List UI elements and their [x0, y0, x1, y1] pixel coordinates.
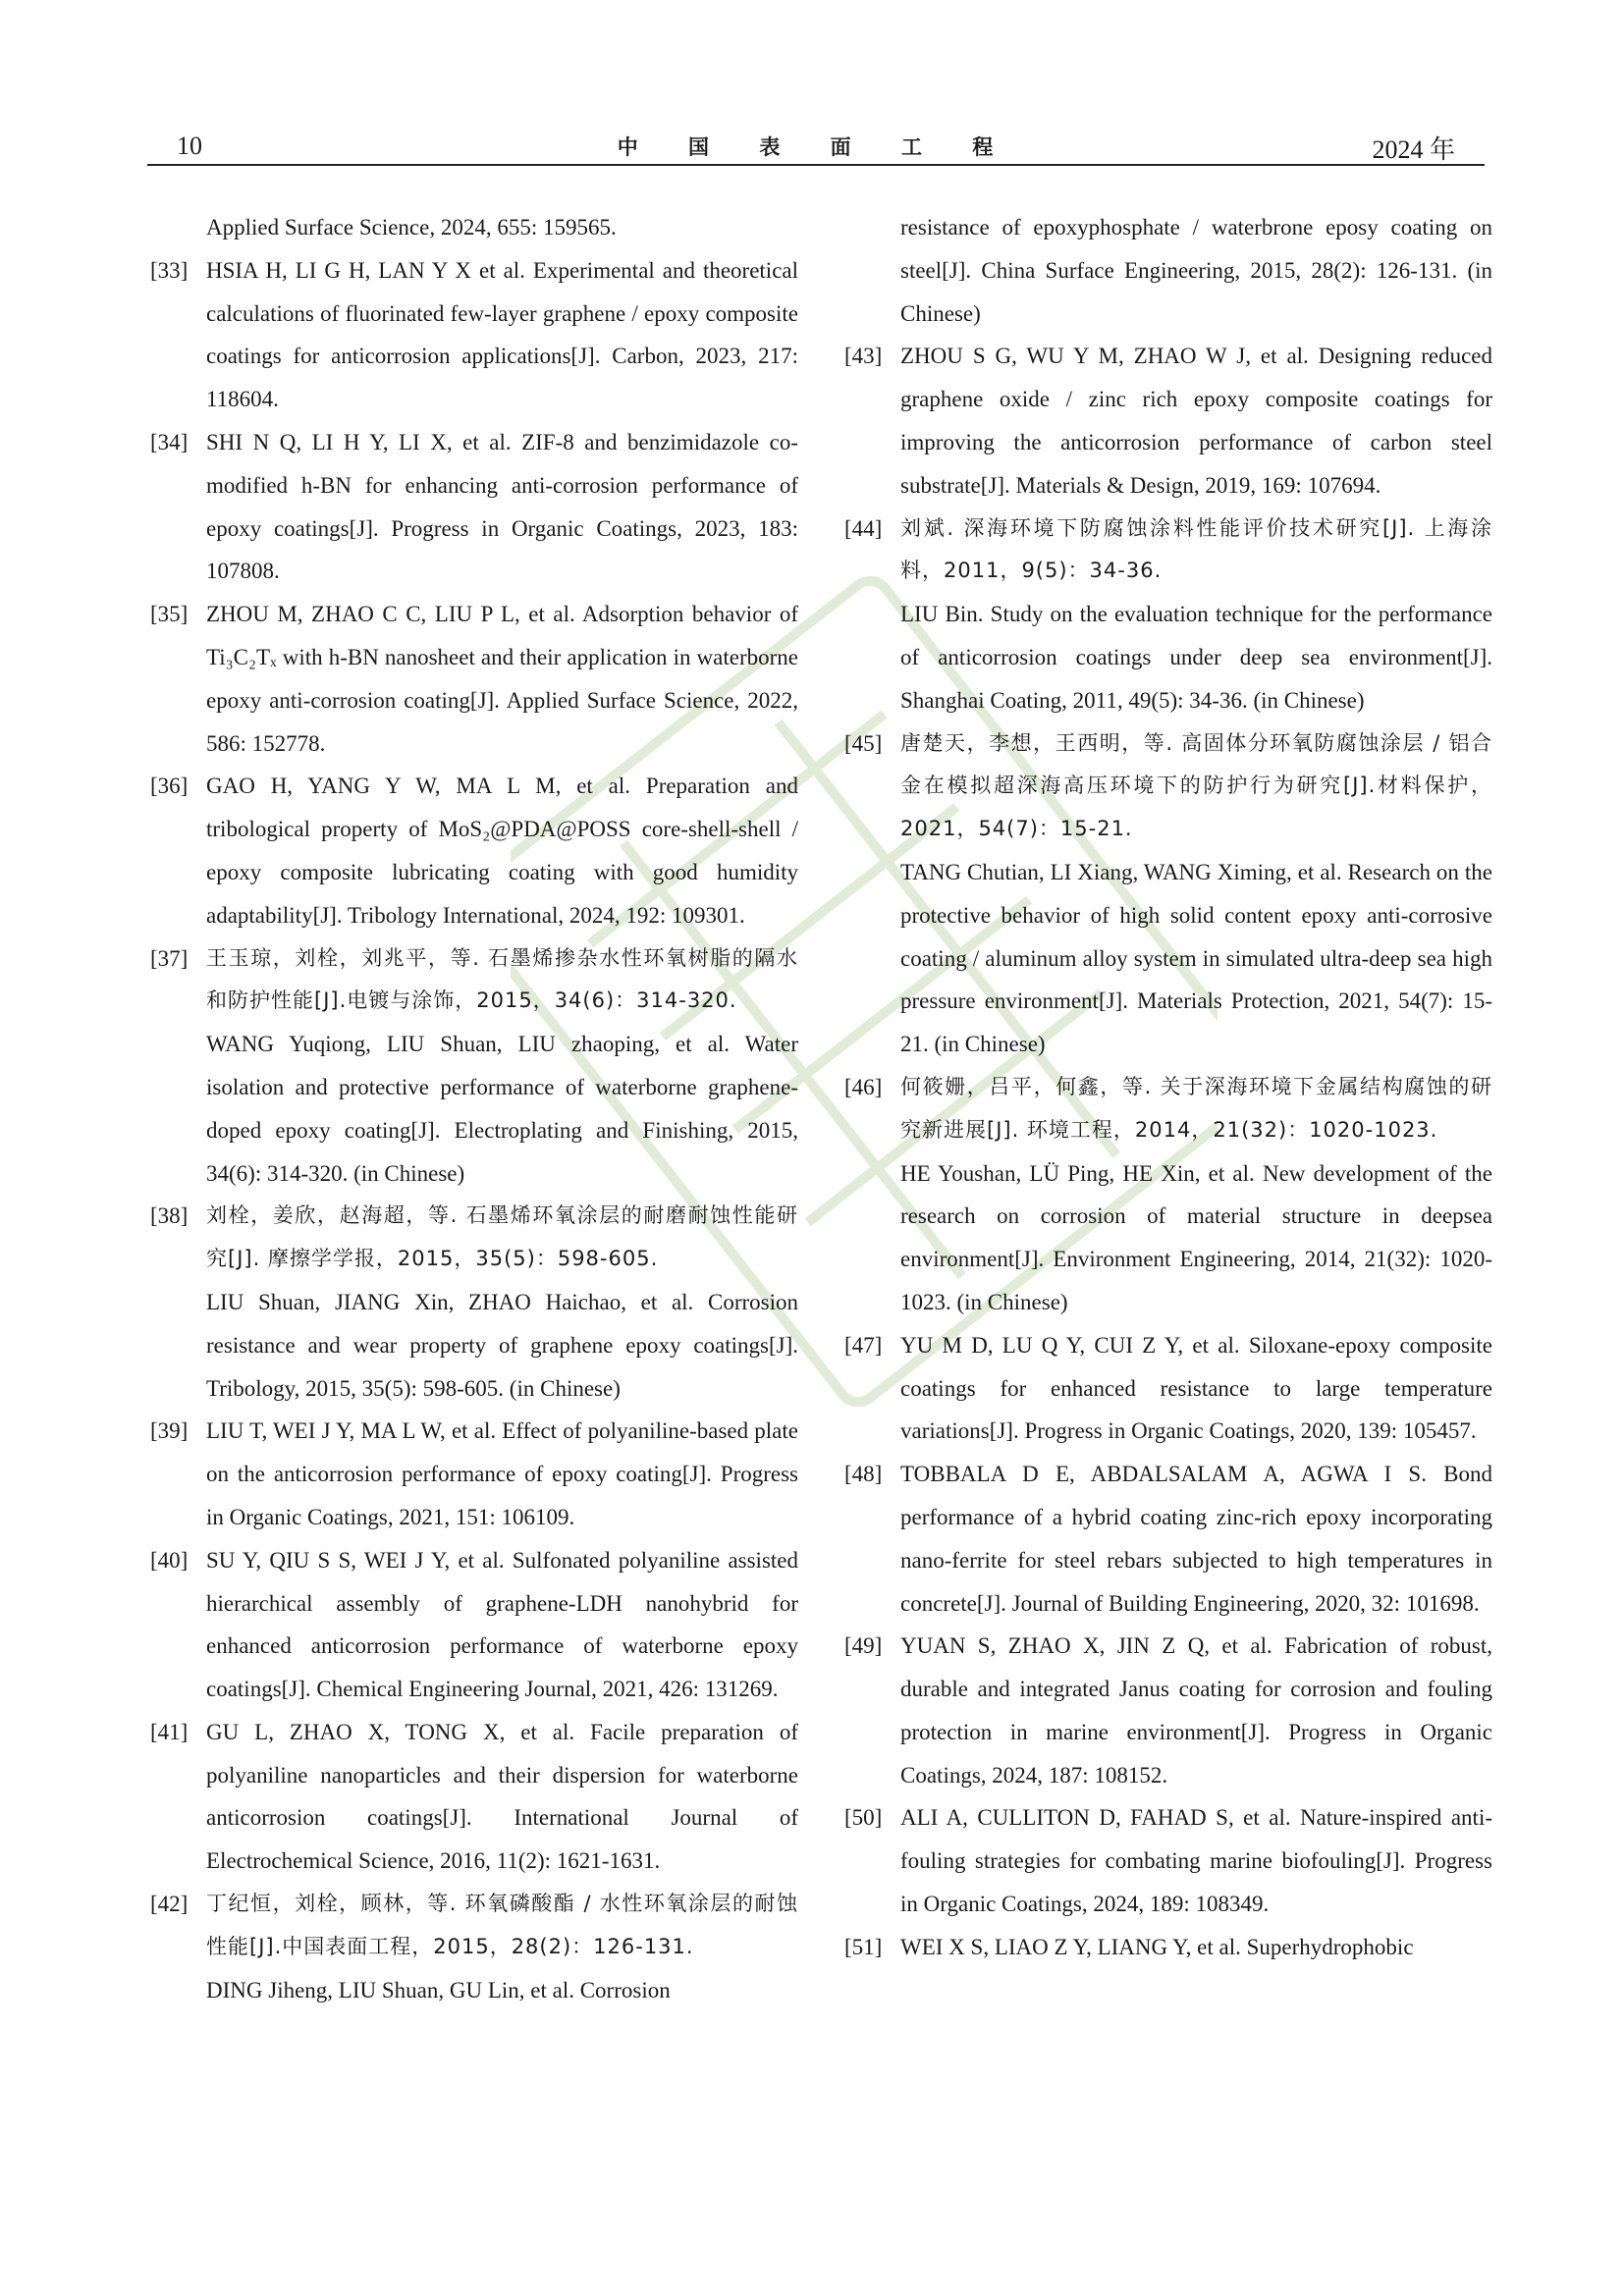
reference-text: [206, 1711, 798, 1883]
reference-text: [900, 1324, 1492, 1453]
reference-english-text: DING Jiheng, LIU Shuan, GU Lin, et al. Corrosion: [206, 1977, 671, 2002]
reference-english-text: LIU T, WEI J Y, MA L W, et al. Effect of polyaniline-based plate on the anticorrosion performance of epoxy coating[J]. Progress in Organic Coatings, 2021, 151: 106109.: [206, 1418, 798, 1529]
reference-text: [206, 593, 798, 765]
reference-chinese-text: 刘栓，姜欣，赵海超，等. 石墨烯环氧涂层的耐磨耐蚀性能研究[J]. 摩擦学学报，2015，35(5)：598-605.: [206, 1203, 798, 1271]
reference-text: [206, 1883, 798, 2011]
reference-number: [43]: [844, 344, 883, 369]
reference-english-text: SU Y, QIU S S, WEI J Y, et al. Sulfonated polyaniline assisted hierarchical assembly of graphene-LDH nanohybrid for enhanced anticorrosion performance of waterborne epoxy coatings[J]. Chemical Engineering Journal, 2021, 426: 131269.: [206, 1547, 798, 1702]
reference-number: [36]: [150, 774, 189, 799]
reference-entry: [844, 1453, 1492, 1625]
reference-text: [900, 1625, 1492, 1796]
reference-text: [900, 1066, 1492, 1324]
reference-entry: [844, 335, 1492, 507]
reference-text: [206, 1195, 798, 1410]
reference-entry: [150, 1883, 798, 2011]
reference-text: [206, 765, 798, 936]
reference-text: [206, 249, 798, 421]
reference-chinese-text: 何筱姗，吕平，何鑫，等. 关于深海环境下金属结构腐蚀的研究新进展[J]. 环境工程，2014，21(32)：1020-1023.: [900, 1074, 1492, 1142]
issue-year: 2024 年: [1372, 135, 1455, 164]
reference-number: [33]: [150, 257, 189, 283]
reference-text: [900, 206, 1492, 335]
reference-text: [900, 1453, 1492, 1625]
reference-english-text: GU L, ZHAO X, TONG X, et al. Facile preparation of polyaniline nanoparticles and their dispersion for waterborne anticorrosion coatings[J]. International Journal of Electrochemical Science, 2016, 11(2): 1621-1631.: [206, 1719, 798, 1874]
reference-number: [39]: [150, 1418, 189, 1444]
reference-entry: [844, 507, 1492, 722]
reference-column-right: [844, 206, 1492, 1969]
reference-entry: [150, 1539, 798, 1711]
reference-number: [34]: [150, 429, 189, 454]
reference-number: [44]: [844, 515, 883, 541]
reference-text: [900, 1796, 1492, 1925]
reference-entry: [150, 249, 798, 421]
reference-number: [49]: [844, 1633, 883, 1659]
reference-number: [45]: [844, 730, 883, 756]
reference-english-text: resistance of epoxyphosphate / waterbrone eposy coating on steel[J]. China Surface Engineering, 2015, 28(2): 126-131. (in Chinese): [900, 215, 1492, 326]
reference-number: [37]: [150, 945, 189, 971]
reference-english-text: WEI X S, LIAO Z Y, LIANG Y, et al. Superhydrophobic: [900, 1934, 1414, 1959]
reference-english-text: ZHOU S G, WU Y M, ZHAO W J, et al. Designing reduced graphene oxide / zinc rich epoxy composite coatings for improving the anticorrosion performance of carbon steel substrate[J]. Materials & Design, 2019, 169: 107694.: [900, 344, 1492, 498]
reference-text: [900, 722, 1492, 1066]
reference-entry: [844, 1926, 1492, 1969]
reference-text: [206, 1539, 798, 1711]
reference-english-text: Applied Surface Science, 2024, 655: 159565.: [206, 215, 617, 240]
reference-entry: [844, 722, 1492, 1066]
reference-text: [206, 937, 798, 1196]
reference-english-text: GAO H, YANG Y W, MA L M, et al. Preparation and tribological property of MoS₂@PDA@POSS core-shell-shell / epoxy composite lubricating coating with good humidity adaptability[J]. Tribology International, 2024, 192: 109301.: [206, 774, 798, 928]
reference-number: [38]: [150, 1203, 189, 1229]
reference-english-text: ALI A, CULLITON D, FAHAD S, et al. Nature-inspired anti-fouling strategies for combating marine biofouling[J]. Progress in Organic Coatings, 2024, 189: 108349.: [900, 1805, 1492, 1917]
reference-entry: [150, 206, 798, 249]
reference-number: [50]: [844, 1805, 883, 1831]
page-header: [147, 126, 1485, 165]
reference-english-text: TANG Chutian, LI Xiang, WANG Ximing, et al. Research on the protective behavior of high solid content epoxy anti-corrosive coating / aluminum alloy system in simulated ultra-deep sea high pressure environment[J]. Materials Protection, 2021, 54(7): 15-21. (in Chinese): [900, 859, 1492, 1057]
reference-number: [35]: [150, 602, 189, 627]
reference-entry: [844, 1066, 1492, 1324]
reference-entry: [150, 1195, 798, 1410]
reference-english-text: SHI N Q, LI H Y, LI X, et al. ZIF-8 and benzimidazole co-modified h-BN for enhancing anti-corrosion performance of epoxy coatings[J]. Progress in Organic Coatings, 2023, 183: 107808.: [206, 429, 798, 584]
reference-entry: [150, 937, 798, 1196]
reference-english-text: ZHOU M, ZHAO C C, LIU P L, et al. Adsorption behavior of Ti₃C₂Tₓ with h-BN nanosheet and their application in waterborne epoxy anti-corrosion coating[J]. Applied Surface Science, 2022, 586: 152778.: [206, 602, 798, 756]
reference-entry: [844, 1324, 1492, 1453]
reference-chinese-text: 丁纪恒，刘栓，顾林，等. 环氧磷酸酯 / 水性环氧涂层的耐蚀性能[J].中国表面工程，2015，28(2)：126-131.: [206, 1892, 798, 1958]
reference-number: [48]: [844, 1462, 883, 1487]
reference-text: [900, 1926, 1492, 1969]
journal-title: 中 国 表 面 工 程: [617, 134, 1015, 159]
reference-entry: [844, 1625, 1492, 1796]
reference-english-text: LIU Bin. Study on the evaluation technique for the performance of anticorrosion coatings under deep sea environment[J]. Shanghai Coating, 2011, 49(5): 34-36. (in Chinese): [900, 602, 1492, 713]
reference-english-text: LIU Shuan, JIANG Xin, ZHAO Haichao, et al. Corrosion resistance and wear property of graphene epoxy coatings[J]. Tribology, 2015, 35(5): 598-605. (in Chinese): [206, 1289, 798, 1401]
reference-english-text: YUAN S, ZHAO X, JIN Z Q, et al. Fabrication of robust, durable and integrated Janus coating for corrosion and fouling protection in marine environment[J]. Progress in Organic Coatings, 2024, 187: 108152.: [900, 1633, 1492, 1788]
reference-chinese-text: 王玉琼，刘栓，刘兆平，等. 石墨烯掺杂水性环氧树脂的隔水和防护性能[J].电镀与涂饰，2015，34(6)：314-320.: [206, 945, 798, 1013]
reference-text: [900, 335, 1492, 507]
reference-text: [206, 421, 798, 593]
reference-text: [900, 507, 1492, 722]
header-rule: [147, 164, 1485, 166]
reference-entry: [150, 765, 798, 936]
page-number: 10: [177, 132, 202, 160]
reference-number: [41]: [150, 1719, 189, 1744]
reference-chinese-text: 唐楚天，李想，王西明，等. 高固体分环氧防腐蚀涂层 / 铝合金在模拟超深海高压环境下的防护行为研究[J].材料保护，2021，54(7)：15-21.: [900, 730, 1492, 841]
reference-entry: [150, 593, 798, 765]
reference-english-text: TOBBALA D E, ABDALSALAM A, AGWA I S. Bond performance of a hybrid coating zinc-rich epoxy incorporating nano-ferrite for steel rebars subjected to high temperatures in concrete[J]. Journal of Building Engineering, 2020, 32: 101698.: [900, 1462, 1492, 1616]
reference-entry: [150, 421, 798, 593]
reference-entry: [844, 206, 1492, 335]
reference-english-text: HE Youshan, LÜ Ping, HE Xin, et al. New development of the research on corrosion of material structure in deepsea environment[J]. Environment Engineering, 2014, 21(32): 1020-1023. (in Chinese): [900, 1160, 1492, 1314]
reference-entry: [844, 1796, 1492, 1925]
reference-number: [46]: [844, 1074, 883, 1099]
reference-text: [206, 206, 798, 249]
reference-entry: [150, 1711, 798, 1883]
reference-number: [47]: [844, 1332, 883, 1358]
reference-chinese-text: 刘斌. 深海环境下防腐蚀涂料性能评价技术研究[J]. 上海涂料，2011，9(5)：34-36.: [900, 515, 1492, 583]
reference-english-text: WANG Yuqiong, LIU Shuan, LIU zhaoping, et al. Water isolation and protective performance of waterborne graphene-doped epoxy coating[J]. Electroplating and Finishing, 2015, 34(6): 314-320. (in Chinese): [206, 1032, 798, 1186]
reference-english-text: YU M D, LU Q Y, CUI Z Y, et al. Siloxane-epoxy composite coatings for enhanced resistance to large temperature variations[J]. Progress in Organic Coatings, 2020, 139: 105457.: [900, 1332, 1492, 1444]
reference-column-left: [150, 206, 798, 2011]
reference-entry: [150, 1410, 798, 1538]
reference-number: [51]: [844, 1934, 883, 1959]
reference-english-text: HSIA H, LI G H, LAN Y X et al. Experimental and theoretical calculations of fluorinated few-layer graphene / epoxy composite coatings for anticorrosion applications[J]. Carbon, 2023, 217: 118604.: [206, 257, 798, 412]
reference-number: [42]: [150, 1892, 189, 1917]
reference-text: [206, 1410, 798, 1538]
reference-number: [40]: [150, 1547, 189, 1573]
